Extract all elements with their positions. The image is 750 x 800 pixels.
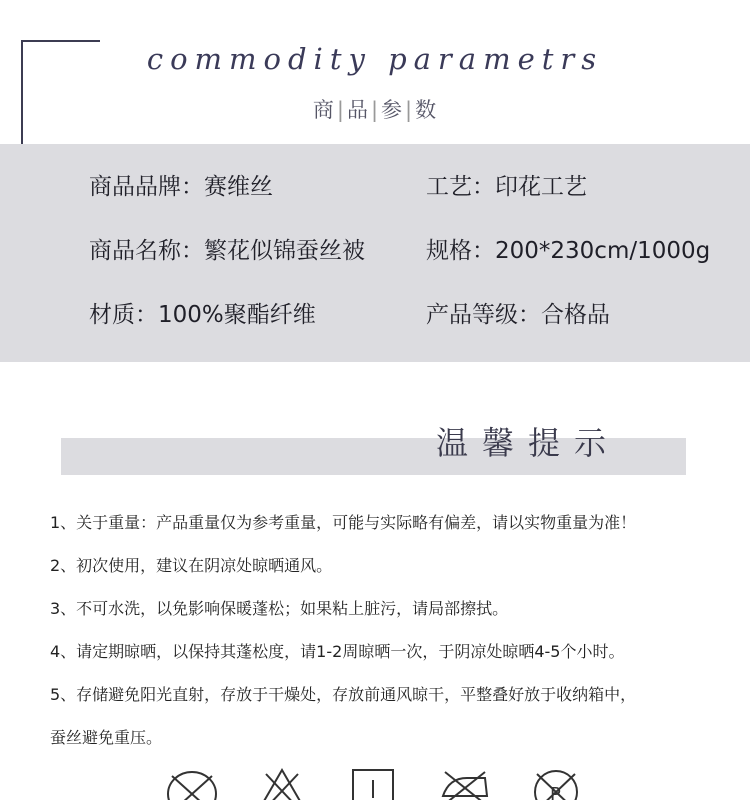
section-title-en: commodity parametrs bbox=[146, 42, 604, 76]
section-subtitle-cn: 商|品|参|数 bbox=[312, 98, 438, 122]
tips-title: 温馨提示 bbox=[436, 424, 621, 462]
tip-item: 4、请定期晾晒，以保持其蓬松度，请1-2周晾晒一次，于阴凉处晾晒4-5个小时。 bbox=[50, 642, 625, 661]
tip-item: 1、关于重量：产品重量仅为参考重量，可能与实际略有偏差，请以实物重量为准！ bbox=[50, 513, 637, 532]
tip-item: 3、不可水洗，以免影响保暖蓬松；如果粘上脏污，请局部擦拭。 bbox=[50, 599, 509, 618]
no-iron-icon bbox=[437, 768, 493, 800]
tip-item: 2、初次使用，建议在阴凉处晾晒通风。 bbox=[50, 556, 333, 575]
param-grade: 产品等级：合格品 bbox=[426, 302, 610, 328]
no-dry-clean-icon bbox=[531, 768, 581, 800]
tip-item: 蚕丝避免重压。 bbox=[50, 728, 163, 747]
svg-text:P: P bbox=[550, 784, 561, 800]
no-wash-icon bbox=[166, 768, 218, 800]
param-brand: 商品品牌：赛维丝 bbox=[89, 174, 273, 200]
dry-flat-icon bbox=[351, 768, 395, 800]
no-bleach-icon bbox=[258, 768, 306, 800]
tip-item: 5、存储避免阳光直射，存放于干燥处，存放前通风晾干，平整叠好放于收纳箱中， bbox=[50, 685, 637, 704]
param-name: 商品名称：繁花似锦蚕丝被 bbox=[89, 238, 365, 264]
param-material: 材质：100%聚酯纤维 bbox=[89, 302, 316, 328]
param-craft: 工艺：印花工艺 bbox=[426, 174, 587, 200]
param-spec: 规格：200*230cm/1000g bbox=[426, 238, 711, 264]
